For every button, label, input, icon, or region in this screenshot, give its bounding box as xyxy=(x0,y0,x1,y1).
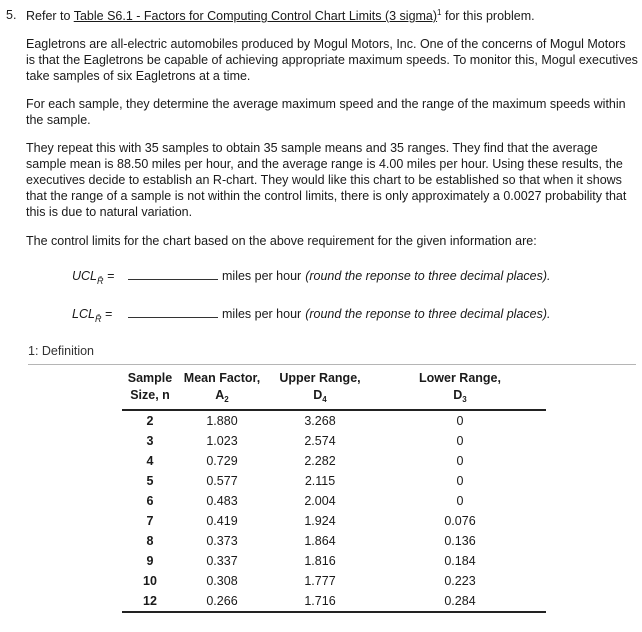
table-header-row xyxy=(122,364,546,410)
paragraph-prompt: The control limits for the chart based on the above requirement for the given information are: xyxy=(26,234,537,248)
question-number: 5. xyxy=(6,8,17,22)
question-header xyxy=(26,8,535,23)
sample-size-cell: 2 xyxy=(146,414,154,428)
lcl-unit: miles per hour xyxy=(222,307,302,321)
header-sample-size: Sample Size, n xyxy=(122,364,178,410)
table-row xyxy=(122,431,546,451)
ucl-answer-input[interactable] xyxy=(128,265,218,280)
ucl-rounding-note: (round the reponse to three decimal places). xyxy=(305,269,551,283)
lcl-answer-input[interactable] xyxy=(128,303,218,318)
upper-range-cell: 1.924 xyxy=(304,514,336,528)
table-row xyxy=(122,491,546,511)
paragraph-intro: Eagletrons are all-electric automobiles produced by Mogul Motors, Inc. One of the concerns of Mogul Motors is that the Eagletrons be capable of achieving appropriate maximum speeds. To monitor this, Mogul executives take samples of six Eagletrons at a time. xyxy=(26,37,638,83)
header-mean-factor: Mean Factor, $A_2$ xyxy=(178,364,266,410)
lower-range-cell: 0 xyxy=(456,494,464,508)
upper-range-cell: 2.574 xyxy=(304,434,336,448)
table-link[interactable]: Table S6.1 - Factors for Computing Control Chart Limits (3 sigma) xyxy=(73,9,438,24)
lower-range-cell: 0.223 xyxy=(444,574,476,588)
mean-factor-cell: 0.266 xyxy=(178,591,266,612)
question-lead: Refer to xyxy=(26,9,71,24)
lower-range-cell: 0 xyxy=(456,434,464,448)
mean-factor-cell: 0.483 xyxy=(206,494,238,508)
table-row xyxy=(122,591,546,612)
ucl-unit: miles per hour xyxy=(222,269,302,283)
upper-range-cell: 1.864 xyxy=(304,534,336,548)
sample-size-cell: 6 xyxy=(146,494,154,508)
table-row xyxy=(122,451,546,471)
lower-range-cell: 0 xyxy=(456,454,464,468)
sample-size-cell: 9 xyxy=(146,554,154,568)
upper-range-cell: 1.816 xyxy=(304,554,336,568)
paragraph-sample: For each sample, they determine the average maximum speed and the range of the maximum speeds within the sample. xyxy=(26,97,626,127)
footnote-marker: 1 xyxy=(437,8,442,17)
sample-size-cell: 12 xyxy=(122,591,178,612)
mean-factor-cell: 0.577 xyxy=(206,474,238,488)
mean-factor-cell: 0.308 xyxy=(206,574,238,588)
definition-title: 1: Definition xyxy=(28,344,636,365)
lcl-row xyxy=(72,303,551,324)
lower-range-cell: 0 xyxy=(456,474,464,488)
table-row xyxy=(122,511,546,531)
ucl-row xyxy=(72,265,551,286)
paragraph-method: They repeat this with 35 samples to obtain 35 sample means and 35 ranges. They find that the average sample mean is 88.50 miles per hour, and the average range is 4.00 miles per hour. Using these results, the executives decide to establish an R-chart. They would like this chart to be established so that when it shows that the range of a sample is not within the control limits, there is only approximately a 0.0027 probability that this is due to natural variation. xyxy=(26,141,627,219)
ucl-label: $UCL_{R̄}$ = xyxy=(72,269,115,286)
lower-range-cell: 0.184 xyxy=(444,554,476,568)
upper-range-cell: 3.268 xyxy=(304,414,336,428)
table-row xyxy=(122,571,546,591)
lower-range-cell: 0.076 xyxy=(444,514,476,528)
mean-factor-cell: 0.373 xyxy=(206,534,238,548)
lcl-rounding-note: (round the reponse to three decimal places). xyxy=(305,307,551,321)
sample-size-cell: 8 xyxy=(146,534,154,548)
sample-size-cell: 5 xyxy=(146,474,154,488)
header-lower-range: Lower Range, $D_3$ xyxy=(374,364,546,410)
upper-range-cell: 1.777 xyxy=(304,574,336,588)
sample-size-cell: 4 xyxy=(146,454,154,468)
lower-range-cell: 0.136 xyxy=(444,534,476,548)
mean-factor-cell: 1.880 xyxy=(206,414,238,428)
sample-size-cell: 7 xyxy=(146,514,154,528)
upper-range-cell: 2.282 xyxy=(304,454,336,468)
mean-factor-cell: 1.023 xyxy=(206,434,238,448)
question-tail: for this problem. xyxy=(444,9,535,24)
header-upper-range: Upper Range, $D_4$ xyxy=(266,364,374,410)
upper-range-cell: 1.716 xyxy=(266,591,374,612)
lower-range-cell: 0.284 xyxy=(374,591,546,612)
table-row xyxy=(122,531,546,551)
mean-factor-cell: 0.419 xyxy=(206,514,238,528)
control-chart-factors-table xyxy=(122,364,546,613)
lower-range-cell: 0 xyxy=(456,414,464,428)
table-row xyxy=(122,410,546,431)
upper-range-cell: 2.115 xyxy=(304,474,336,488)
sample-size-cell: 3 xyxy=(146,434,154,448)
table-row xyxy=(122,471,546,491)
mean-factor-cell: 0.729 xyxy=(206,454,238,468)
table-row xyxy=(122,551,546,571)
upper-range-cell: 2.004 xyxy=(304,494,336,508)
mean-factor-cell: 0.337 xyxy=(206,554,238,568)
lcl-label: $LCL_{R̄}$ = xyxy=(72,307,113,324)
sample-size-cell: 10 xyxy=(143,574,157,588)
